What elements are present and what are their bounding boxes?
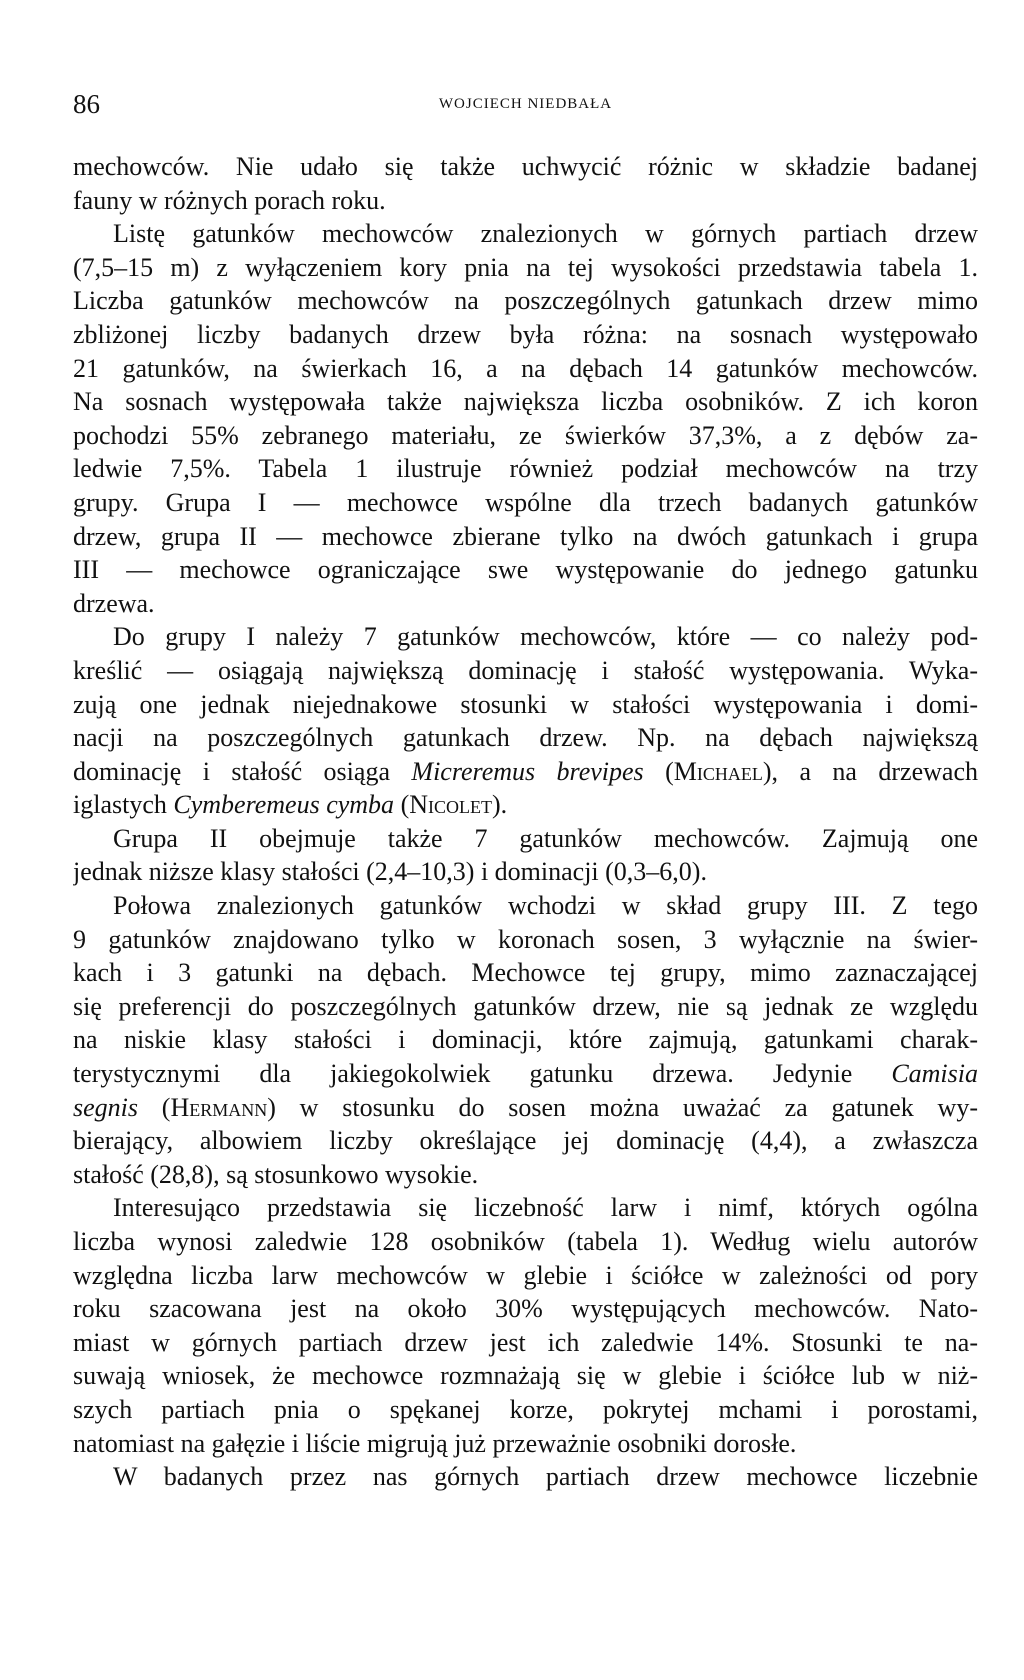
text-run: dominację i stałość osiąga bbox=[73, 756, 412, 786]
text-line: bierający, albowiem liczby określające jej dominację (4,4), a zwłaszcza bbox=[73, 1126, 978, 1156]
text-line: natomiast na gałęzie i liście migrują już przeważnie osobniki dorosłe. bbox=[73, 1428, 797, 1458]
text-run: iglastych bbox=[73, 790, 174, 820]
text-line: drzewa. bbox=[73, 588, 155, 618]
species-name: segnis bbox=[73, 1092, 138, 1122]
text-run: ) w stosunku do sosen można uważać za gatunek wy- bbox=[267, 1092, 978, 1122]
species-name: Camisia bbox=[891, 1059, 978, 1089]
text-line bbox=[73, 1057, 978, 1091]
text-line: 21 gatunków, na świerkach 16, a na dębach 14 gatunków mechowców. bbox=[73, 353, 978, 383]
text-line: fauny w różnych porach roku. bbox=[73, 185, 386, 215]
text-line: ledwie 7,5%. Tabela 1 ilustruje również podział mechowców na trzy bbox=[73, 454, 978, 484]
text-line: III — mechowce ograniczające swe występowanie do jednego gatunku bbox=[73, 555, 978, 585]
author-name: Nicolet bbox=[409, 790, 492, 820]
text-line: (7,5–15 m) z wyłączeniem kory pnia na tej wysokości przedstawia tabela 1. bbox=[73, 252, 978, 282]
text-run: ( bbox=[394, 790, 410, 820]
text-line: zbliżonej liczby badanych drzew była różna: na sosnach występowało bbox=[73, 319, 978, 349]
text-line: suwają wniosek, że mechowce rozmnażają się w glebie i ściółce lub w niż- bbox=[73, 1361, 978, 1391]
text-line: się preferencji do poszczególnych gatunków drzew, nie są jednak ze względu bbox=[73, 991, 978, 1021]
text-line bbox=[73, 788, 978, 822]
species-name: Cymberemeus cymba bbox=[173, 790, 395, 820]
text-line: Interesująco przedstawia się liczebność larw i nimf, których ogólna bbox=[113, 1193, 978, 1223]
text-run: terystycznymi dla jakiegokolwiek gatunku drzewa. Jedynie bbox=[73, 1059, 892, 1089]
text-line bbox=[73, 1091, 978, 1125]
text-line: drzew, grupa II — mechowce zbierane tylko na dwóch gatunkach i grupa bbox=[73, 521, 978, 551]
body-text bbox=[73, 150, 978, 1494]
text-line: stałość (28,8), są stosunkowo wysokie. bbox=[73, 1159, 479, 1189]
text-run: ), a na drzewach bbox=[762, 756, 978, 786]
text-line: zują one jednak niejednakowe stosunki w stałości występowania i domi- bbox=[73, 689, 978, 719]
text-line: jednak niższe klasy stałości (2,4–10,3) i dominacji (0,3–6,0). bbox=[73, 857, 707, 887]
text-line: pochodzi 55% zebranego materiału, ze świerków 37,3%, a z dębów za- bbox=[73, 420, 978, 450]
author-name: Hermann bbox=[170, 1092, 268, 1122]
species-name: Micreremus brevipes bbox=[411, 756, 644, 786]
text-line bbox=[73, 755, 978, 789]
text-line: 9 gatunków znajdowano tylko w koronach sosen, 3 wyłącznie na świer- bbox=[73, 924, 978, 954]
page-number: 86 bbox=[73, 89, 100, 119]
text-line: nacji na poszczególnych gatunkach drzew. Np. na dębach największą bbox=[73, 723, 978, 753]
text-run: ). bbox=[492, 790, 508, 820]
text-line: roku szacowana jest na około 30% występujących mechowców. Nato- bbox=[73, 1294, 978, 1324]
running-head: WOJCIECH NIEDBAŁA bbox=[438, 96, 613, 112]
author-name: Michael bbox=[673, 756, 763, 786]
text-run: ( bbox=[138, 1092, 171, 1122]
text-line: szych partiach pnia o spękanej korze, pokrytej mchami i porostami, bbox=[73, 1394, 978, 1424]
text-line: Do grupy I należy 7 gatunków mechowców, które — co należy pod- bbox=[113, 622, 978, 652]
text-line: kreślić — osiągają największą dominację i stałość występowania. Wyka- bbox=[73, 655, 978, 685]
text-line: W badanych przez nas górnych partiach drzew mechowce liczebnie bbox=[113, 1462, 978, 1492]
text-line: Grupa II obejmuje także 7 gatunków mechowców. Zajmują one bbox=[113, 823, 978, 853]
text-line: liczba wynosi zaledwie 128 osobników (tabela 1). Według wielu autorów bbox=[73, 1227, 978, 1256]
text-run: ( bbox=[643, 756, 674, 786]
text-line: Na sosnach występowała także największa liczba osobników. Z ich koron bbox=[73, 387, 978, 417]
text-line: miast w górnych partiach drzew jest ich zaledwie 14%. Stosunki te na- bbox=[73, 1327, 978, 1357]
text-line: mechowców. Nie udało się także uchwycić różnic w składzie badanej bbox=[73, 152, 978, 181]
page-header bbox=[73, 86, 978, 122]
text-line: Liczba gatunków mechowców na poszczególnych gatunkach drzew mimo bbox=[73, 286, 978, 316]
text-line: kach i 3 gatunki na dębach. Mechowce tej grupy, mimo zaznaczającej bbox=[73, 958, 978, 988]
text-line: grupy. Grupa I — mechowce wspólne dla trzech badanych gatunków bbox=[73, 487, 978, 517]
text-line: względna liczba larw mechowców w glebie i ściółce w zależności od pory bbox=[73, 1260, 978, 1290]
text-line: na niskie klasy stałości i dominacji, które zajmują, gatunkami charak- bbox=[73, 1025, 978, 1055]
text-line: Połowa znalezionych gatunków wchodzi w skład grupy III. Z tego bbox=[113, 891, 978, 921]
text-line: Listę gatunków mechowców znalezionych w górnych partiach drzew bbox=[113, 219, 978, 249]
